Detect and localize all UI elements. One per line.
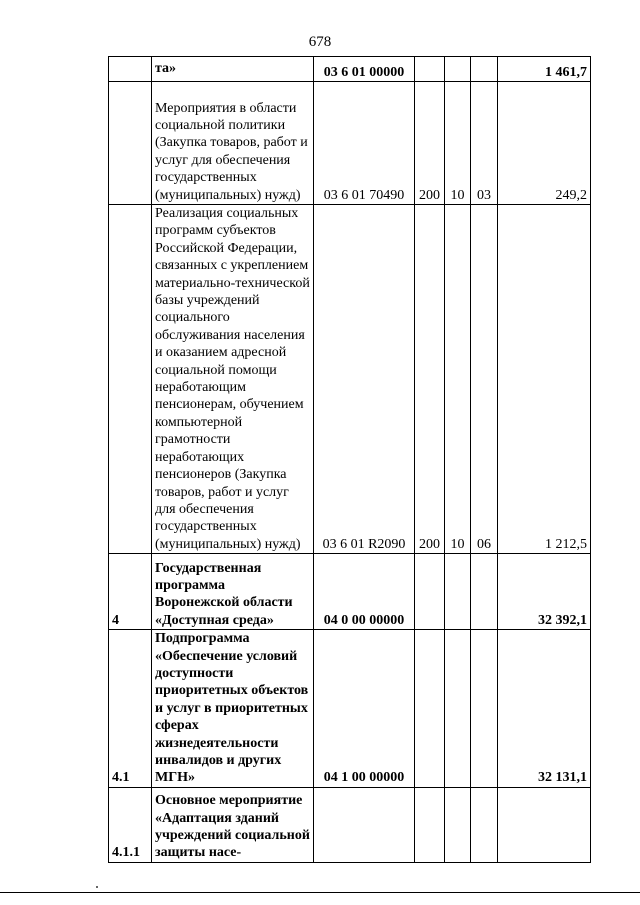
table-row: [109, 57, 591, 82]
row-vr: [415, 787, 445, 862]
row-sum: 32 131,1: [498, 630, 591, 788]
scan-mark: [96, 886, 98, 888]
row-number: 4.1.1: [109, 787, 152, 862]
row-vr: [415, 554, 445, 630]
row-pr: [471, 630, 498, 788]
row-code: 03 6 01 70490: [314, 82, 415, 205]
table-row: [109, 205, 591, 554]
table-row: [109, 630, 591, 788]
row-pr: 06: [471, 205, 498, 554]
row-code: 03 6 01 00000: [314, 57, 415, 82]
row-rz: [445, 554, 471, 630]
bottom-rule: [0, 892, 640, 893]
row-name: та»: [152, 57, 314, 82]
row-sum: 249,2: [498, 82, 591, 205]
row-sum: [498, 787, 591, 862]
row-pr: [471, 57, 498, 82]
row-code: 03 6 01 R2090: [314, 205, 415, 554]
row-number: [109, 205, 152, 554]
table-row: [109, 82, 591, 205]
row-code: 04 1 00 00000: [314, 630, 415, 788]
row-vr: 200: [415, 82, 445, 205]
row-rz: [445, 57, 471, 82]
row-rz: 10: [445, 82, 471, 205]
row-sum: 1 212,5: [498, 205, 591, 554]
row-name: Мероприятия в области социальной политики (Закупка товаров, работ и услуг для обеспечения государственных (муниципальных) нужд): [152, 82, 314, 205]
row-number: [109, 82, 152, 205]
row-name: Подпрограмма «Обеспечение условий доступности приоритетных объектов и услуг в приоритетных сферах жизнедеятельности инвалидов и других МГН»: [152, 630, 314, 788]
row-code: [314, 787, 415, 862]
row-number: [109, 57, 152, 82]
row-rz: [445, 630, 471, 788]
row-pr: 03: [471, 82, 498, 205]
row-name: Реализация социальных программ субъектов Российской Федерации, связанных с укреплением материально-технической базы учреждений социального обслуживания населения и оказанием адресной социальной помощи неработающим пенсионерам, обучением компьютерной грамотности неработающих пенсионеров (Закупка товаров, работ и услуг для обеспечения государственных (муниципальных) нужд): [152, 205, 314, 554]
table-row: [109, 554, 591, 630]
row-rz: [445, 787, 471, 862]
row-code: 04 0 00 00000: [314, 554, 415, 630]
page-number: 678: [308, 34, 332, 50]
row-pr: [471, 787, 498, 862]
row-vr: [415, 630, 445, 788]
row-sum: 32 392,1: [498, 554, 591, 630]
row-name: Основное мероприятие «Адаптация зданий учреждений социальной защиты насе-: [152, 787, 314, 862]
row-vr: [415, 57, 445, 82]
row-rz: 10: [445, 205, 471, 554]
row-name: Государственная программа Воронежской области «Доступная среда»: [152, 554, 314, 630]
row-pr: [471, 554, 498, 630]
row-sum: 1 461,7: [498, 57, 591, 82]
row-vr: 200: [415, 205, 445, 554]
row-number: 4: [109, 554, 152, 630]
row-number: 4.1: [109, 630, 152, 788]
budget-table: [108, 56, 591, 863]
table-row: [109, 787, 591, 862]
